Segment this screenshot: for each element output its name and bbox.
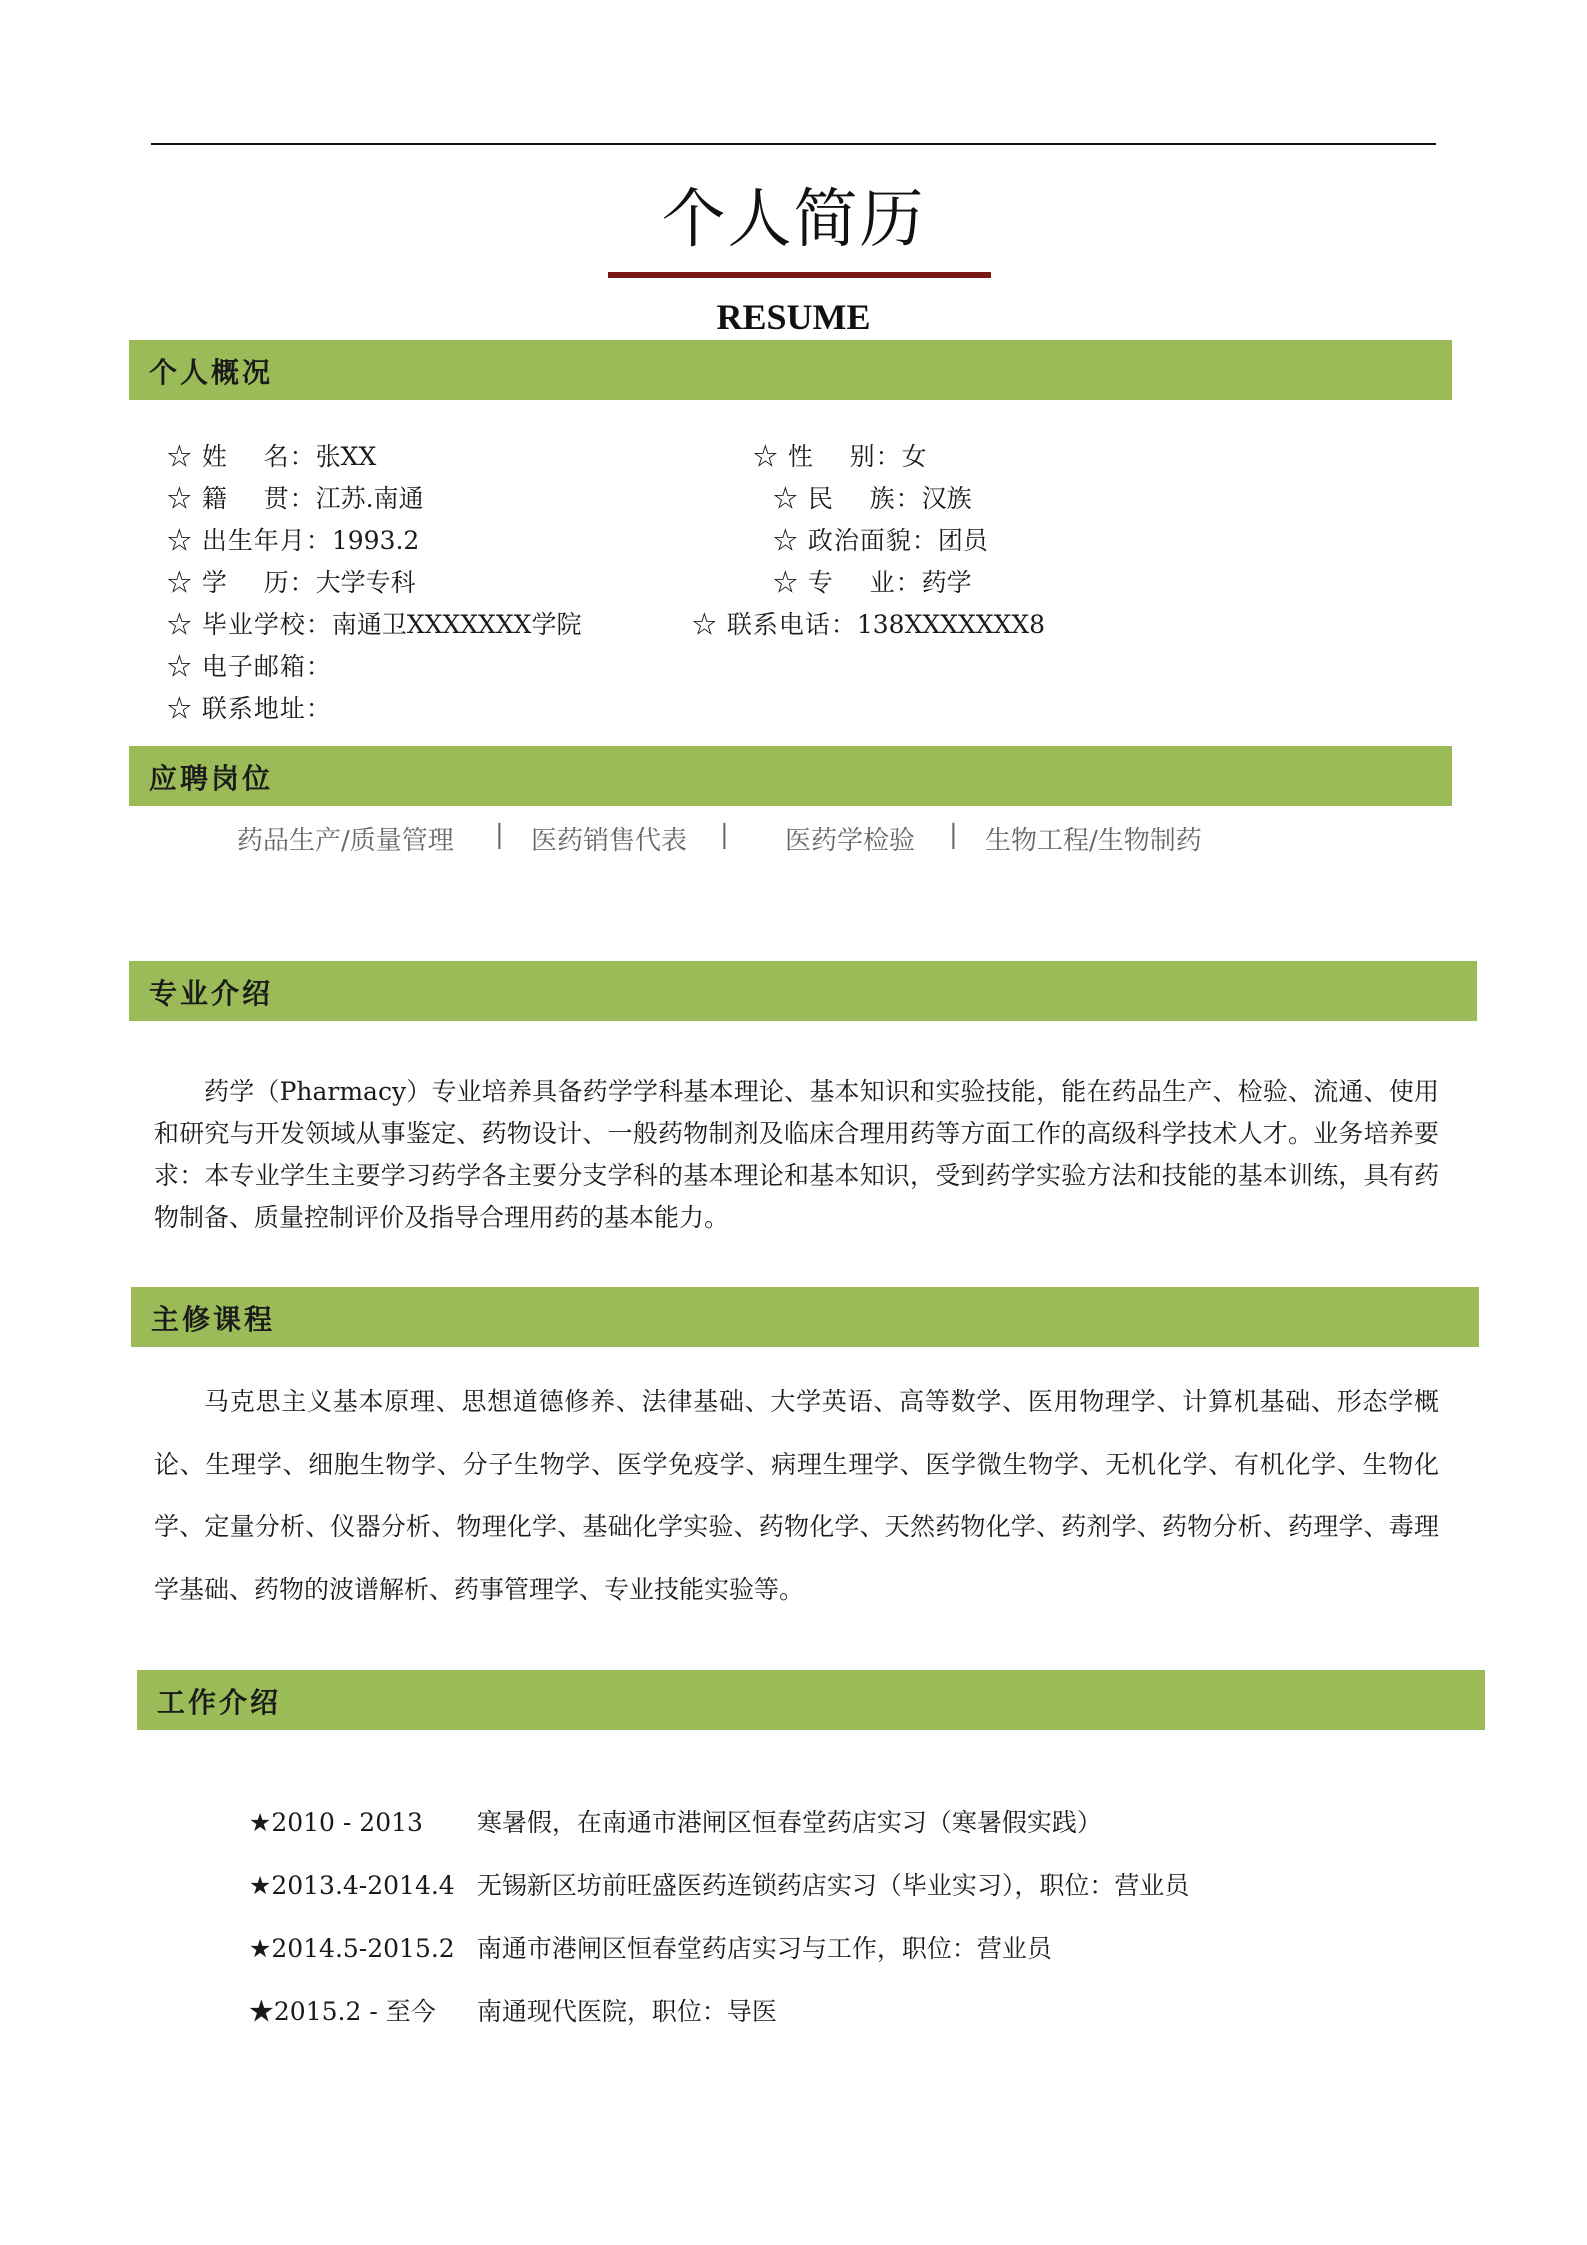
profile-phone: ☆ 联系电话：138XXXXXXX8 bbox=[691, 610, 1046, 639]
position-item: 生物工程/生物制药 bbox=[985, 826, 1202, 856]
profile-hometown: ☆ 籍 贯：江苏.南通 bbox=[166, 484, 424, 513]
profile-email: ☆ 电子邮箱： bbox=[166, 652, 332, 681]
profile-specialty: ☆ 专 业：药学 bbox=[772, 568, 972, 597]
page-subtitle: RESUME bbox=[716, 297, 871, 337]
work-item bbox=[233, 1900, 1052, 1965]
section-title: 个人概况 bbox=[149, 356, 274, 389]
position-separator: | bbox=[495, 820, 504, 850]
position-separator: | bbox=[720, 820, 729, 850]
position-separator: | bbox=[949, 820, 958, 850]
top-rule bbox=[151, 143, 1436, 145]
profile-ethnicity: ☆ 民 族：汉族 bbox=[772, 484, 972, 513]
profile-politics: ☆ 政治面貌：团员 bbox=[772, 526, 988, 555]
major-description: 药学（Pharmacy）专业培养具备药学学科基本理论、基本知识和实验技能，能在药品生产、检验、流通、使用和研究与开发领域从事鉴定、药物设计、一般药物制剂及临床合理用药等方面工作的高级科学技术人才。业务培养要求：本专业学生主要学习药学各主要分支学科的基本理论和基本知识，受到药学实验方法和技能的基本训练，具有药物制备、质量控制评价及指导合理用药的基本能力。 bbox=[154, 1077, 1439, 1232]
position-item: 药品生产/质量管理 bbox=[237, 826, 454, 856]
profile-school: ☆ 毕业学校：南通卫XXXXXXX学院 bbox=[166, 610, 582, 639]
work-desc: 寒暑假，在南通市港闸区恒春堂药店实习（寒暑假实践） bbox=[476, 1808, 1102, 1837]
position-item: 医药销售代表 bbox=[531, 826, 688, 856]
work-desc: 无锡新区坊前旺盛医药连锁药店实习（毕业实习），职位：营业员 bbox=[476, 1871, 1190, 1900]
profile-name: ☆ 姓 名：张XX bbox=[166, 442, 377, 471]
courses-list: 马克思主义基本原理、思想道德修养、法律基础、大学英语、高等数学、医用物理学、计算机基础、形态学概论、生理学、细胞生物学、分子生物学、医学免疫学、病理生理学、医学微生物学、无机化学、有机化学、生物化学、定量分析、仪器分析、物理化学、基础化学实验、药物化学、天然药物化学、药剂学、药物分析、药理学、毒理学基础、药物的波谱解析、药事管理学、专业技能实验等。 bbox=[154, 1387, 1439, 1604]
section-header-positions bbox=[129, 746, 1452, 806]
profile-education: ☆ 学 历：大学专科 bbox=[166, 568, 416, 597]
work-item bbox=[233, 1963, 777, 2028]
section-title: 专业介绍 bbox=[149, 977, 274, 1010]
section-header-profile bbox=[129, 340, 1452, 400]
work-date: ★2013.4-2014.4 bbox=[248, 1871, 455, 1900]
work-date: ★2015.2 - 至今 bbox=[248, 1997, 436, 2026]
section-title: 应聘岗位 bbox=[149, 762, 274, 795]
profile-gender: ☆ 性 别：女 bbox=[752, 442, 927, 471]
section-title: 主修课程 bbox=[151, 1303, 276, 1336]
work-date: ★2010 - 2013 bbox=[248, 1808, 423, 1837]
work-item bbox=[233, 1837, 1189, 1902]
work-date: ★2014.5-2015.2 bbox=[248, 1934, 455, 1963]
profile-address: ☆ 联系地址： bbox=[166, 694, 332, 723]
position-item: 医药学检验 bbox=[785, 826, 916, 856]
work-item bbox=[233, 1774, 1102, 1839]
section-header-major bbox=[129, 961, 1477, 1021]
section-header-work bbox=[137, 1670, 1485, 1730]
work-desc: 南通现代医院，职位：导医 bbox=[476, 1997, 777, 2026]
page-title: 个人简历 bbox=[661, 183, 926, 257]
title-underline bbox=[608, 272, 991, 278]
section-title: 工作介绍 bbox=[157, 1686, 282, 1719]
profile-birth: ☆ 出生年月：1993.2 bbox=[166, 526, 420, 555]
work-desc: 南通市港闸区恒春堂药店实习与工作，职位：营业员 bbox=[476, 1934, 1052, 1963]
section-header-courses bbox=[131, 1287, 1479, 1347]
